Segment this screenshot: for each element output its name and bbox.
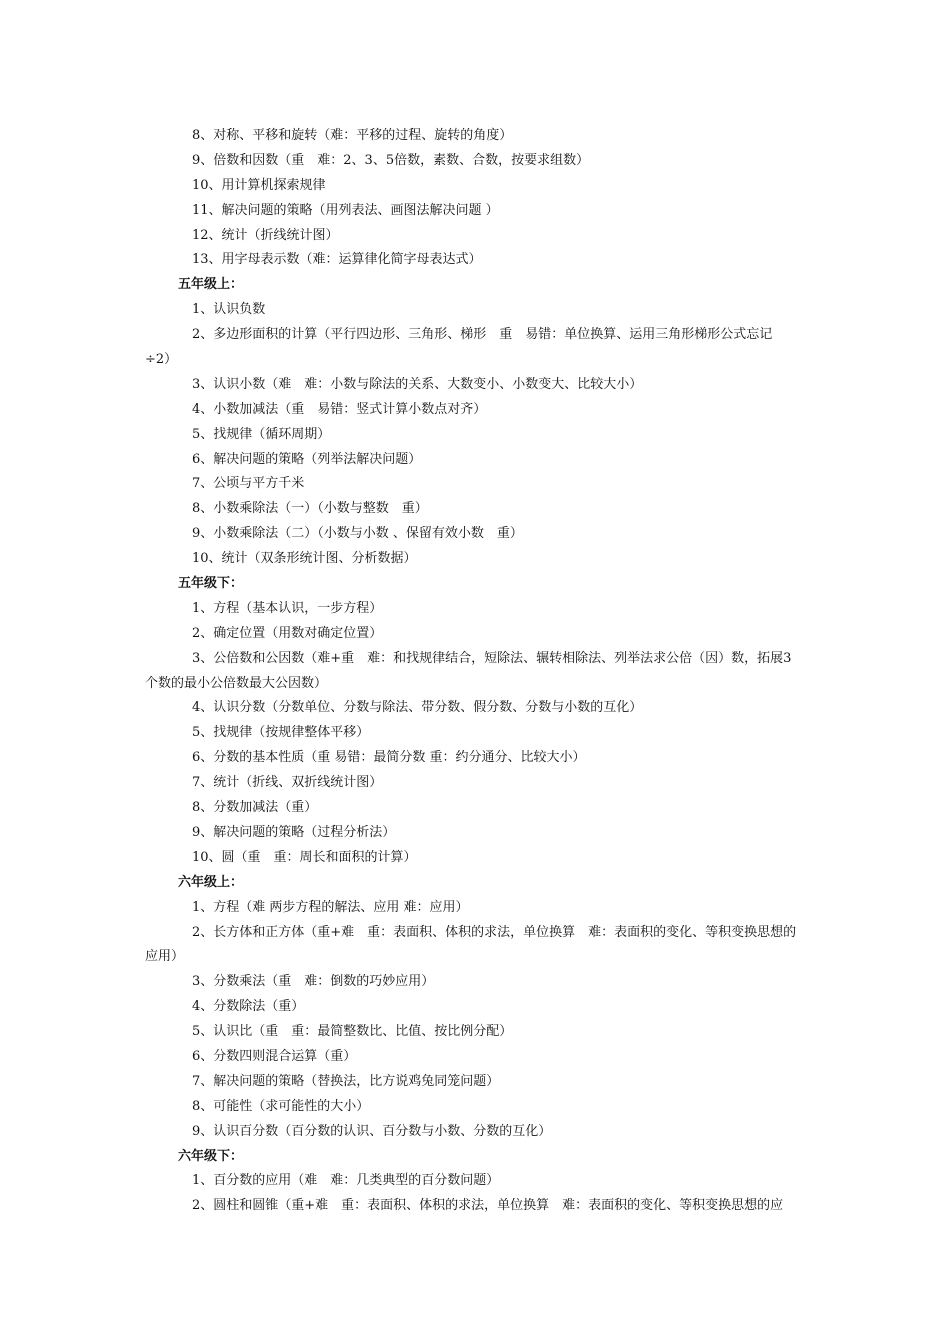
- list-item: 10、统计（双条形统计图、分析数据）: [192, 551, 417, 567]
- section-heading-grade6-down: 六年级下：: [178, 1148, 244, 1164]
- list-item: 1、百分数的应用（难 难：几类典型的百分数问题）: [192, 1173, 500, 1189]
- list-item: 6、解决问题的策略（列举法解决问题）: [192, 451, 422, 467]
- list-item: 13、用字母表示数（难：运算律化简字母表达式）: [192, 252, 482, 268]
- list-item: 1、认识负数: [192, 302, 266, 318]
- list-item-continuation: ÷2）: [145, 352, 178, 368]
- list-item: 7、统计（折线、双折线统计图）: [192, 775, 383, 791]
- list-item: 11、解决问题的策略（用列表法、画图法解决问题 ）: [192, 202, 499, 218]
- list-item: 5、认识比（重 重：最简整数比、比值、按比例分配）: [192, 1024, 513, 1040]
- list-item: 3、分数乘法（重 难：倒数的巧妙应用）: [192, 974, 435, 990]
- list-item: 4、认识分数（分数单位、分数与除法、带分数、假分数、分数与小数的互化）: [192, 700, 643, 716]
- list-item: 10、圆（重 重：周长和面积的计算）: [192, 849, 417, 865]
- list-item: 7、解决问题的策略（替换法，比方说鸡兔同笼问题）: [192, 1073, 500, 1089]
- list-item: 9、解决问题的策略（过程分析法）: [192, 824, 396, 840]
- list-item: 4、分数除法（重）: [192, 999, 305, 1015]
- list-item: 10、用计算机探索规律: [192, 177, 326, 193]
- list-item: 8、分数加减法（重）: [192, 800, 318, 816]
- list-item: 8、可能性（求可能性的大小）: [192, 1098, 370, 1114]
- list-item: 1、方程（难 两步方程的解法、应用 难：应用）: [192, 899, 469, 915]
- list-item: 1、方程（基本认识，一步方程）: [192, 600, 383, 616]
- list-item: 2、圆柱和圆锥（重+难 重：表面积、体积的求法，单位换算 难：表面积的变化、等积变换思想的应: [192, 1198, 784, 1214]
- list-item: 4、小数加减法（重 易错：竖式计算小数点对齐）: [192, 401, 487, 417]
- list-item-continuation: 个数的最小公倍数最大公因数）: [145, 675, 328, 691]
- section-heading-grade6-up: 六年级上：: [178, 874, 244, 890]
- list-item: 9、倍数和因数（重 难：2、3、5倍数，素数、合数，按要求组数）: [192, 152, 590, 168]
- list-item: 5、找规律（按规律整体平移）: [192, 725, 370, 741]
- section-heading-grade5-up: 五年级上：: [178, 277, 244, 293]
- list-item: 7、公顷与平方千米: [192, 476, 305, 492]
- list-item: 8、小数乘除法（一）（小数与整数 重）: [192, 501, 428, 517]
- section-heading-grade5-down: 五年级下：: [178, 576, 244, 592]
- list-item: 6、分数四则混合运算（重）: [192, 1048, 357, 1064]
- list-item-continuation: 应用）: [145, 949, 185, 965]
- list-item: 2、长方体和正方体（重+难 重：表面积、体积的求法，单位换算 难：表面积的变化、等积变换思想的: [192, 924, 797, 940]
- list-item: 9、认识百分数（百分数的认识、百分数与小数、分数的互化）: [192, 1123, 552, 1139]
- list-item: 3、认识小数（难 难：小数与除法的关系、大数变小、小数变大、比较大小）: [192, 376, 643, 392]
- list-item: 9、小数乘除法（二）（小数与小数 、保留有效小数 重）: [192, 526, 523, 542]
- list-item: 6、分数的基本性质（重 易错：最简分数 重：约分通分、比较大小）: [192, 750, 586, 766]
- list-item: 12、统计（折线统计图）: [192, 227, 339, 243]
- list-item: 8、对称、平移和旋转（难：平移的过程、旋转的角度）: [192, 128, 513, 143]
- list-item: 5、找规律（循环周期）: [192, 426, 331, 442]
- list-item: 2、确定位置（用数对确定位置）: [192, 625, 383, 641]
- document-body: [145, 124, 810, 1219]
- list-item: 3、公倍数和公因数（难+重 难：和找规律结合，短除法、辗转相除法、列举法求公倍（因）数，拓展3: [192, 650, 792, 666]
- list-item: 2、多边形面积的计算（平行四边形、三角形、梯形 重 易错：单位换算、运用三角形梯形公式忘记: [192, 327, 773, 343]
